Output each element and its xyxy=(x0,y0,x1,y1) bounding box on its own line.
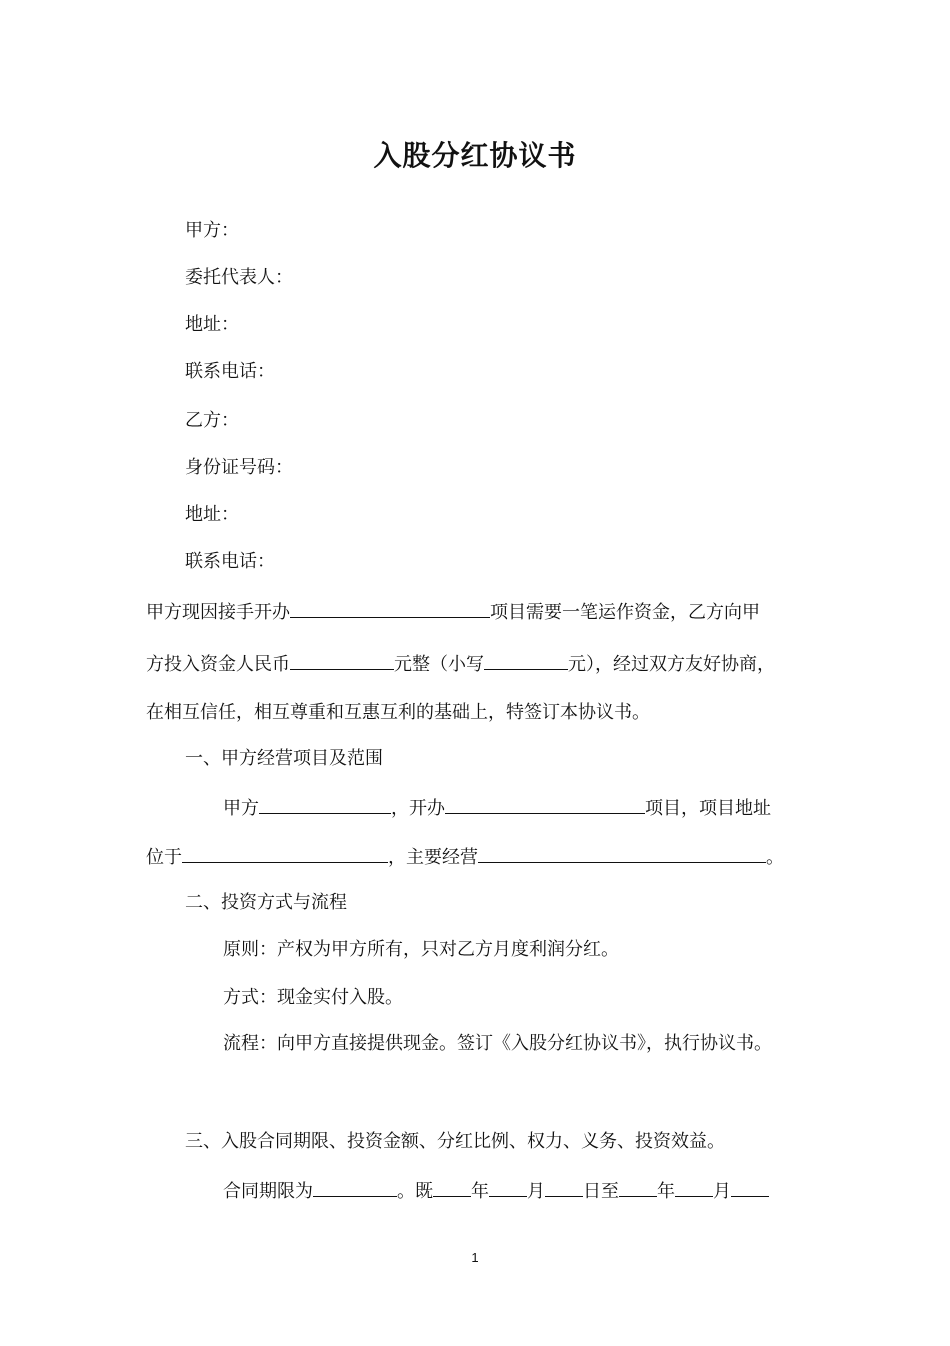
term-length-blank xyxy=(313,1178,397,1197)
party-b-label: 乙方： xyxy=(185,410,239,431)
section-1-text: 位于 xyxy=(146,847,182,868)
page-number: 1 xyxy=(471,1250,479,1265)
party-a-label: 甲方： xyxy=(185,220,239,241)
section-2-heading: 二、投资方式与流程 xyxy=(185,892,347,913)
intro-line-1 xyxy=(146,599,760,625)
section-3-text: 年 xyxy=(657,1181,675,1202)
intro-text: 项目需要一笔运作资金，乙方向甲 xyxy=(490,602,760,623)
start-day-blank xyxy=(545,1178,583,1197)
section-3-text: 合同期限为 xyxy=(223,1181,313,1202)
section-3-text: 。既 xyxy=(397,1181,433,1202)
start-year-blank xyxy=(433,1178,471,1197)
section-2-method: 方式：现金实付入股。 xyxy=(223,987,403,1008)
section-1-line-1 xyxy=(223,795,771,821)
party-a-phone-label: 联系电话： xyxy=(185,361,275,382)
party-a-representative-label: 委托代表人： xyxy=(185,267,293,288)
section-3-text: 日至 xyxy=(583,1181,619,1202)
intro-text: 元），经过双方友好协商， xyxy=(568,654,775,675)
start-month-blank xyxy=(489,1178,527,1197)
location-blank xyxy=(182,844,388,863)
party-b-id-label: 身份证号码： xyxy=(185,457,293,478)
section-1-text: ，主要经营 xyxy=(388,847,478,868)
party-a-address-label: 地址： xyxy=(185,314,239,335)
section-1-line-2 xyxy=(146,844,784,870)
intro-line-2 xyxy=(146,651,775,677)
end-day-blank xyxy=(731,1178,769,1197)
section-1-text: 项目，项目地址 xyxy=(645,798,771,819)
project-name-blank xyxy=(290,599,490,618)
intro-text: 方投入资金人民币 xyxy=(146,654,290,675)
section-1-text: 甲方 xyxy=(223,798,259,819)
intro-text: 甲方现因接手开办 xyxy=(146,602,290,623)
intro-line-3: 在相互信任，相互尊重和互惠互利的基础上，特签订本协议书。 xyxy=(146,702,650,723)
section-3-term-line xyxy=(223,1178,769,1204)
amount-uppercase-blank xyxy=(290,651,394,670)
section-1-text: 。 xyxy=(766,847,784,868)
intro-text: 元整（小写 xyxy=(394,654,484,675)
amount-lowercase-blank xyxy=(484,651,568,670)
section-3-text: 月 xyxy=(527,1181,545,1202)
section-2-process: 流程：向甲方直接提供现金。签订《入股分红协议书》，执行协议书。 xyxy=(223,1033,772,1054)
document-title: 入股分红协议书 xyxy=(373,139,577,172)
section-1-heading: 一、甲方经营项目及范围 xyxy=(185,748,383,769)
party-b-address-label: 地址： xyxy=(185,504,239,525)
section-3-text: 年 xyxy=(471,1181,489,1202)
party-a-name-blank xyxy=(259,795,391,814)
section-1-text: ，开办 xyxy=(391,798,445,819)
section-2-principle: 原则：产权为甲方所有，只对乙方月度利润分红。 xyxy=(223,939,619,960)
section-3-heading: 三、入股合同期限、投资金额、分红比例、权力、义务、投资效益。 xyxy=(185,1131,725,1152)
project-blank xyxy=(445,795,645,814)
end-month-blank xyxy=(675,1178,713,1197)
business-scope-blank xyxy=(478,844,766,863)
section-3-text: 月 xyxy=(713,1181,731,1202)
end-year-blank xyxy=(619,1178,657,1197)
party-b-phone-label: 联系电话： xyxy=(185,551,275,572)
